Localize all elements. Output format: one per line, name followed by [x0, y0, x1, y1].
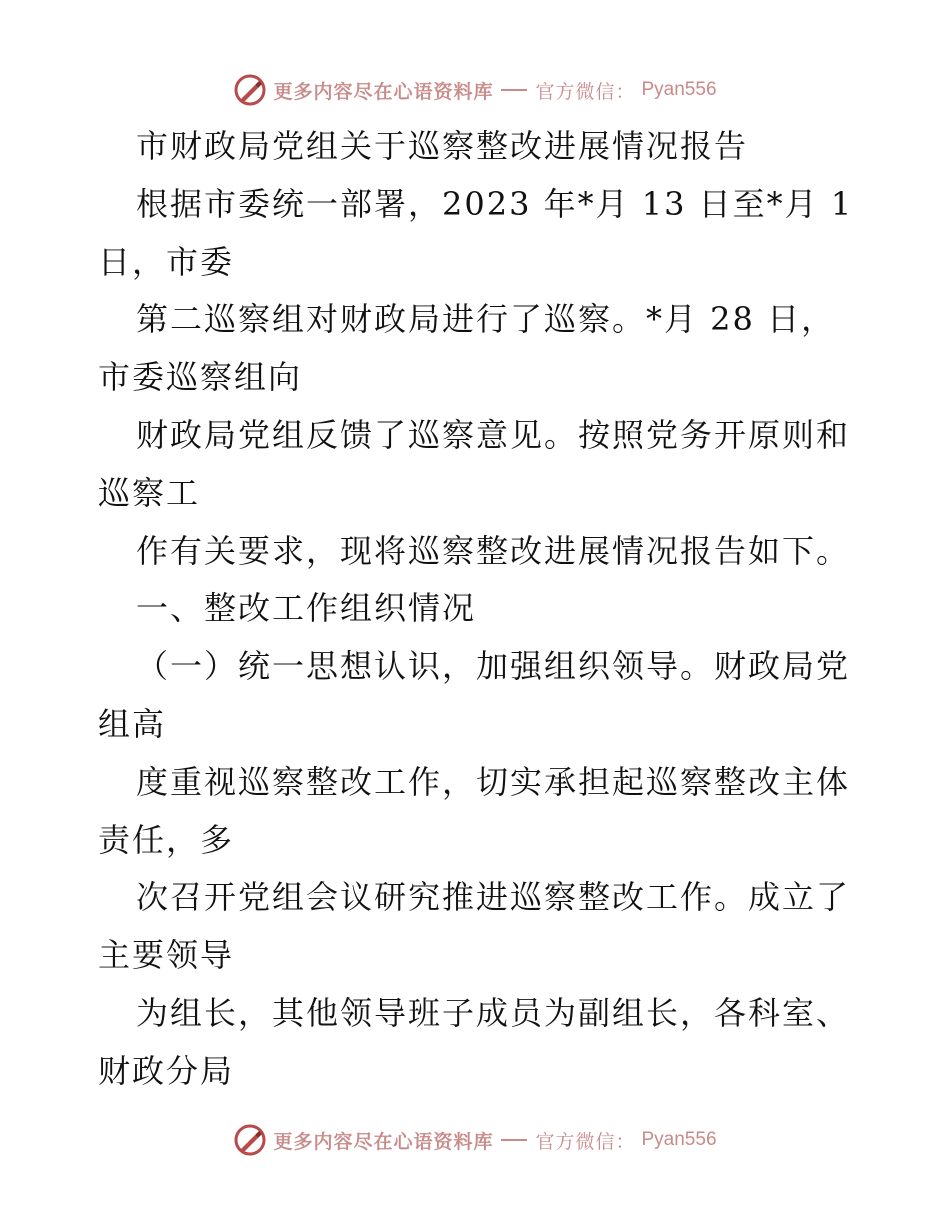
paragraph-line: 度重视巡察整改工作，切实承担起巡察整改主体 [136, 762, 851, 801]
watermark-wechat-label: 官方微信： [535, 80, 636, 103]
paragraph-line: 作有关要求，现将巡察整改进展情况报告如下。 [136, 531, 851, 570]
header-watermark [0, 70, 950, 110]
paragraph-line: 组高 [98, 704, 167, 743]
watermark-wechat-id: Pyan556 [641, 79, 717, 100]
paragraph-line: 日，市委 [98, 242, 235, 281]
paragraph-line: （一）统一思想认识，加强组织领导。财政局党 [136, 647, 851, 686]
paragraph-line: 巡察工 [98, 473, 201, 512]
watermark-wechat-id: Pyan556 [641, 1129, 717, 1150]
document-title: 市财政局党组关于巡察整改进展情况报告 [136, 127, 749, 165]
paragraph-line: 根据市委统一部署，2023 年*月 13 日至*月 1 [136, 184, 854, 223]
watermark-dash [501, 1139, 527, 1141]
footer-watermark [0, 1120, 950, 1160]
paragraph-line: 财政局党组反馈了巡察意见。按照党务开原则和 [136, 415, 851, 454]
paragraph-line: 财政分局 [98, 1051, 235, 1090]
pen-logo-icon [233, 73, 267, 107]
paragraph-line: 次召开党组会议研究推进巡察整改工作。成立了 [136, 878, 851, 917]
section-heading: 一、整改工作组织情况 [136, 589, 477, 628]
paragraph-line: 第二巡察组对财政局进行了巡察。*月 28 日， [136, 300, 836, 339]
pen-logo-icon [233, 1123, 267, 1157]
watermark-text: 更多内容尽在心语资料库 [273, 1130, 494, 1153]
paragraph-line: 市委巡察组向 [98, 358, 303, 397]
paragraph-line: 为组长，其他领导班子成员为副组长，各科室、 [136, 993, 851, 1032]
document-body [98, 118, 858, 1101]
paragraph-line: 责任，多 [98, 820, 235, 859]
watermark-wechat-label: 官方微信： [535, 1130, 636, 1153]
watermark-text: 更多内容尽在心语资料库 [273, 80, 494, 103]
watermark-dash [501, 89, 527, 91]
paragraph-line: 主要领导 [98, 936, 235, 975]
